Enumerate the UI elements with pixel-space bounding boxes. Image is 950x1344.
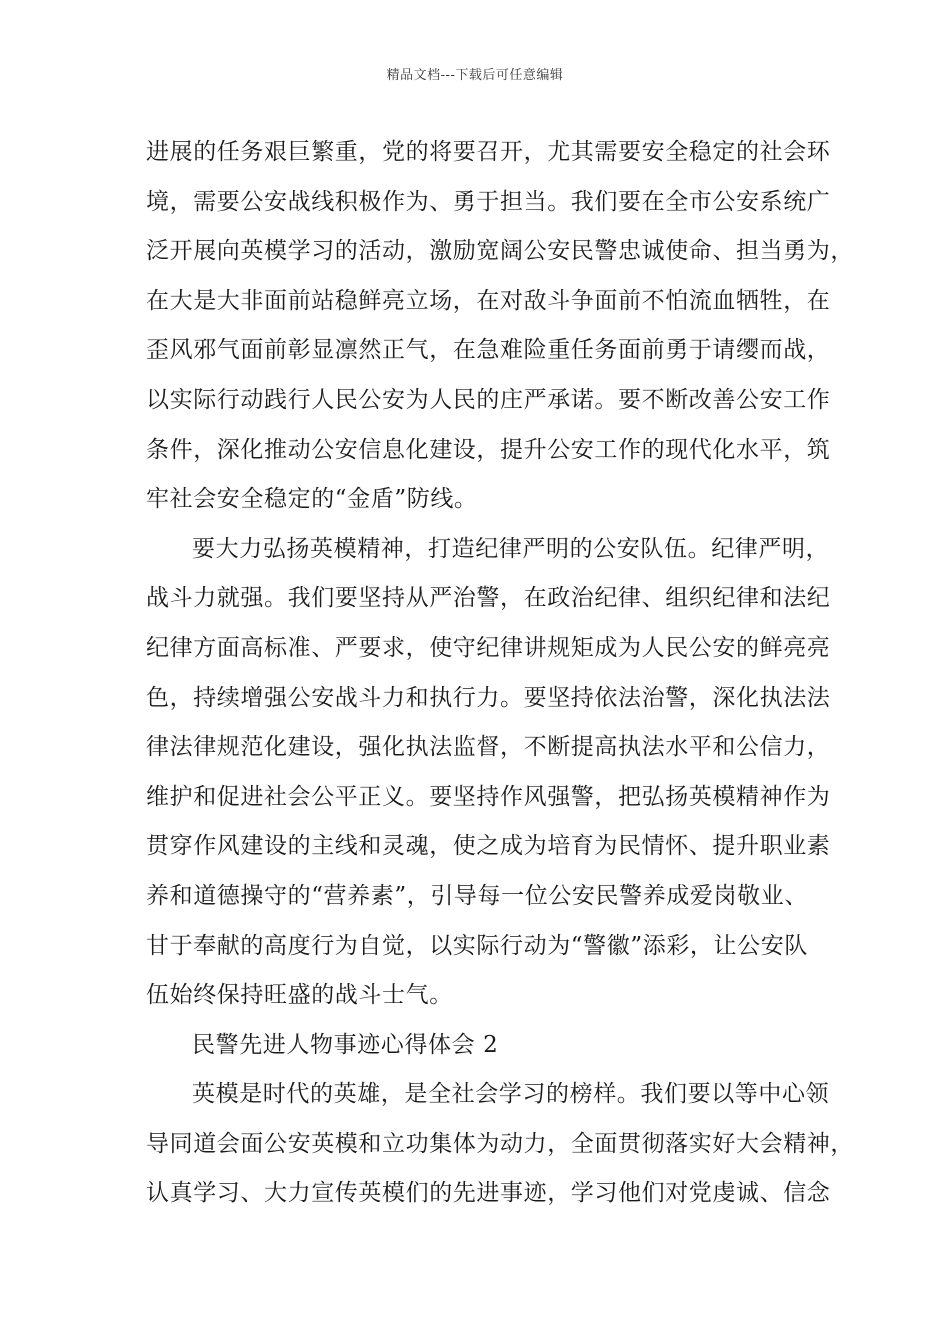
text-line: 进展的任务艰巨繁重，党的将要召开，尤其需要安全稳定的社会环 xyxy=(146,139,831,165)
text-line: 维护和促进社会公平正义。要坚持作风强警，把弘扬英模精神作为 xyxy=(146,783,831,810)
text-line: 战斗力就强。我们要坚持从严治警，在政治纪律、组织纪律和法纪 xyxy=(146,585,831,612)
document-body xyxy=(146,128,854,1219)
paragraph-start-line: 英模是时代的英雄，是全社会学习的榜样。我们要以等中心领 xyxy=(192,1081,830,1108)
text-line: 导同道会面公安英模和立功集体为动力，全面贯彻落实好大会精神， xyxy=(146,1130,854,1157)
text-line: 律法律规范化建设，强化执法监督，不断提高执法水平和公信力， xyxy=(146,734,831,761)
paragraph-start-line: 要大力弘扬英模精神，打造纪律严明的公安队伍。纪律严明， xyxy=(192,535,830,562)
text-line: 认真学习、大力宣传英模们的先进事迹，学习他们对党虔诚、信念 xyxy=(146,1180,831,1207)
text-line: 歪风邪气面前彰显凛然正气，在急难险重任务面前勇于请缨而战， xyxy=(146,337,831,364)
text-line: 泛开展向英模学习的活动，激励宽阔公安民警忠诚使命、担当勇为， xyxy=(146,238,854,265)
text-line: 甘于奉献的高度行为自觉，以实际行动为“警徽”添彩，让公安队 xyxy=(146,932,808,959)
text-line: 色，持续增强公安战斗力和执行力。要坚持依法治警，深化执法法 xyxy=(146,684,831,711)
text-line: 养和道德操守的“营养素”，引导每一位公安民警养成爱岗敬业、 xyxy=(146,882,808,909)
text-line: 境，需要公安战线积极作为、勇于担当。我们要在全市公安系统广 xyxy=(146,188,831,215)
text-line: 以实际行动践行人民公安为人民的庄严承诺。要不断改善公安工作 xyxy=(146,386,831,413)
page-header: 精品文档---下载后可任意编辑 xyxy=(386,68,564,83)
text-line: 纪律方面高标准、严要求，使守纪律讲规矩成为人民公安的鲜亮亮 xyxy=(146,634,831,661)
text-line: 伍始终保持旺盛的战斗士气。 xyxy=(146,982,453,1009)
section-heading: 民警先进人物事迹心得体会 2 xyxy=(192,1031,499,1058)
text-line: 在大是大非面前站稳鲜亮立场，在对敌斗争面前不怕流血牺牲，在 xyxy=(146,287,831,314)
text-line: 贯穿作风建设的主线和灵魂，使之成为培育为民情怀、提升职业素 xyxy=(146,833,831,860)
text-line: 牢社会安全稳定的“金盾”防线。 xyxy=(146,486,478,513)
text-line: 条件，深化推动公安信息化建设，提升公安工作的现代化水平，筑 xyxy=(146,436,831,463)
